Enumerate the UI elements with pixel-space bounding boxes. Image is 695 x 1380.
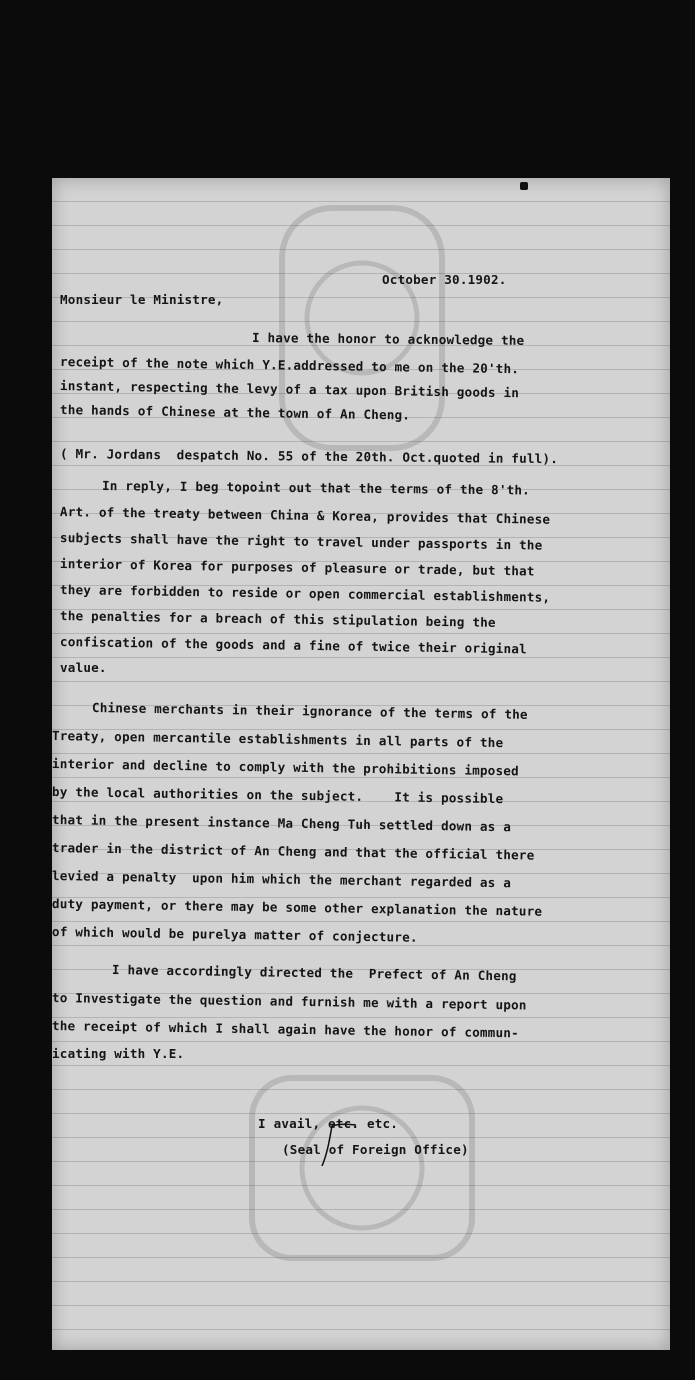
document-page: [52, 178, 670, 1350]
body-line: Chinese merchants in their ignorance of the terms of the: [91, 700, 528, 722]
body-line: I have accordingly directed the Prefect of An Cheng: [111, 962, 517, 984]
body-line: duty payment, or there may be some other explanation the nature: [51, 896, 543, 919]
closing-line: I avail, etc. etc.: [258, 1116, 399, 1131]
body-line: In reply, I beg topoint out that the terms of the 8'th.: [101, 478, 531, 498]
body-line: receipt of the note which Y.E.addressed to me on the 20'th.: [59, 354, 520, 377]
body-line: interior and decline to comply with the prohibitions imposed: [51, 756, 520, 779]
body-line: the receipt of which I shall again have the honor of commun-: [51, 1018, 520, 1041]
ink-mark: [520, 182, 528, 190]
body-line: of which would be purelya matter of conjecture.: [51, 924, 418, 945]
body-line: I have the honor to acknowledge the: [251, 330, 525, 348]
body-line: instant, respecting the levy of a tax upon British goods in: [59, 378, 520, 401]
body-line: that in the present instance Ma Cheng Tuh settled down as a: [51, 812, 512, 835]
body-line: the hands of Chinese at the town of An Cheng.: [59, 402, 411, 423]
body-line: value.: [60, 660, 107, 675]
body-line: trader in the district of An Cheng and that the official there: [51, 840, 535, 863]
letter-date: October 30.1902.: [382, 272, 507, 287]
body-line: they are forbidden to reside or open commercial establishments,: [59, 582, 551, 605]
seal-line: (Seal of Foreign Office): [282, 1142, 469, 1157]
quote-reference: ( Mr. Jordans despatch No. 55 of the 20th. Oct.quoted in full).: [59, 446, 559, 467]
body-line: the penalties for a breach of this stipulation being the: [59, 608, 496, 630]
body-line: Art. of the treaty between China & Korea, provides that Chinese: [59, 504, 551, 527]
body-line: to Investigate the question and furnish me with a report upon: [51, 990, 527, 1013]
body-line: icating with Y.E.: [52, 1046, 185, 1061]
body-line: confiscation of the goods and a fine of twice their original: [59, 634, 528, 657]
body-line: levied a penalty upon him which the merchant regarded as a: [51, 868, 512, 891]
body-line: interior of Korea for purposes of pleasure or trade, but that: [59, 556, 535, 579]
body-line: subjects shall have the right to travel under passports in the: [59, 530, 543, 553]
body-line: Treaty, open mercantile establishments in all parts of the: [51, 728, 504, 751]
body-line: by the local authorities on the subject. It is possible: [51, 784, 504, 807]
salutation: Monsieur le Ministre,: [60, 292, 224, 307]
pen-stroke-mark: [318, 1122, 358, 1168]
